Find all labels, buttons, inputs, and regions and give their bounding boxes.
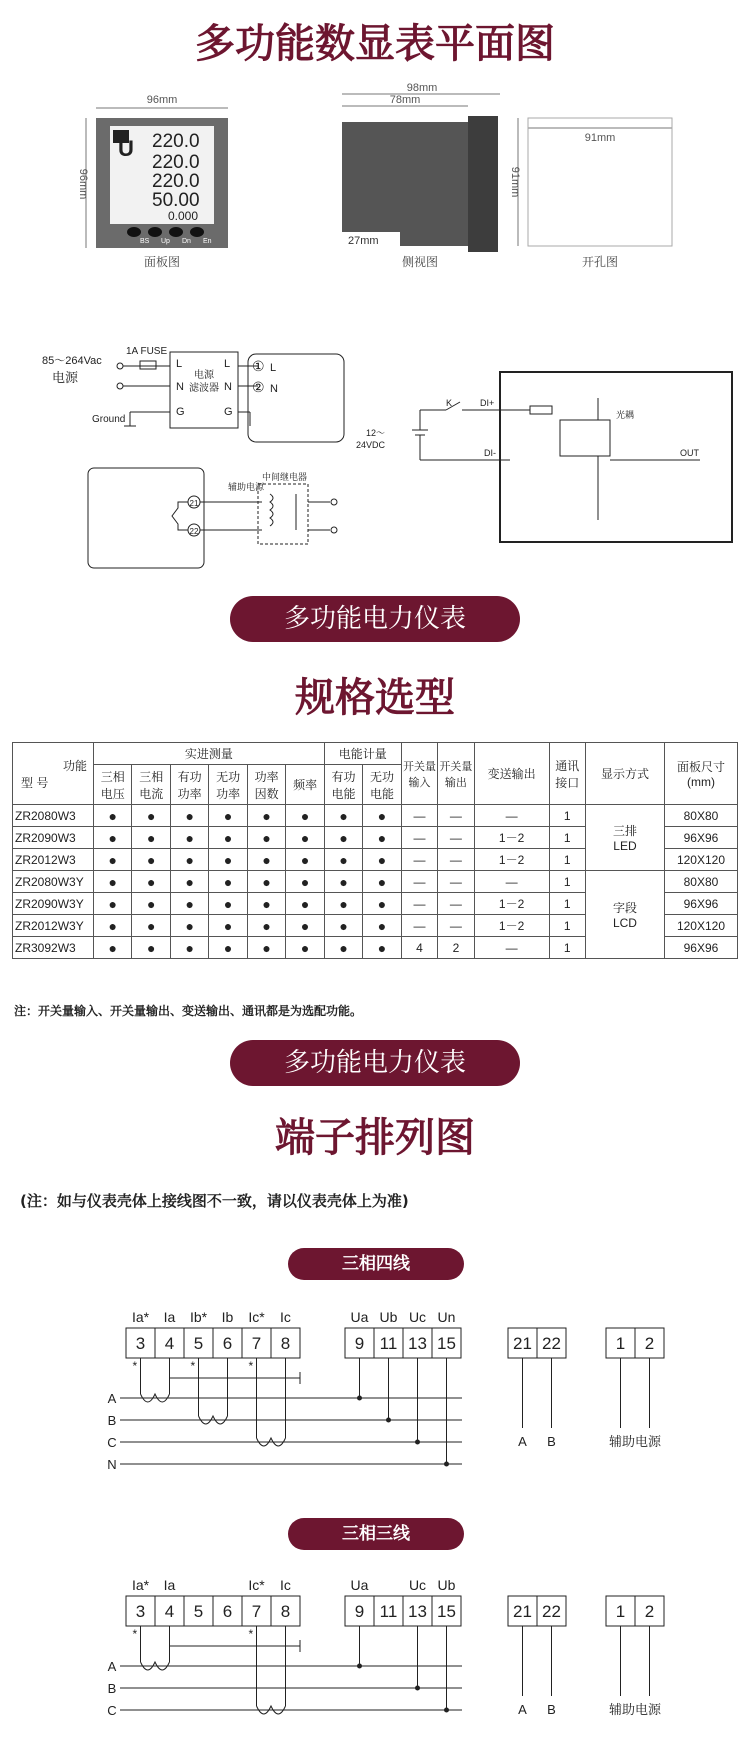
- svg-text:12～: 12～: [366, 428, 386, 438]
- group-energy: 电能计量: [324, 743, 401, 765]
- cutout-caption: 开孔图: [581, 255, 619, 269]
- terminal-number: 5: [193, 1334, 204, 1353]
- spec-title: 规格选型: [295, 675, 455, 721]
- polarity-star: *: [248, 1359, 254, 1373]
- feature-dot: [132, 871, 170, 893]
- phase-label: A: [107, 1391, 117, 1406]
- supply-range: 85～264Vac: [42, 355, 102, 367]
- feature-dot: [247, 849, 285, 871]
- side-front-bezel: [468, 116, 498, 252]
- current-label: Ia: [163, 1577, 176, 1593]
- current-label: Ic*: [248, 1309, 265, 1325]
- svg-text:①: ①: [252, 358, 265, 374]
- button-en: En: [203, 238, 212, 245]
- feature-dot: [286, 827, 324, 849]
- voltage-label: Uc: [408, 1309, 427, 1325]
- front-height-dim: 96mm: [77, 168, 89, 200]
- relay-meter-box: [88, 468, 204, 568]
- polarity-star: *: [190, 1359, 196, 1373]
- feature-dot: [247, 915, 285, 937]
- voltage-label: Uc: [408, 1577, 427, 1593]
- cut-height-dim: 91mm: [509, 166, 521, 198]
- terminal-number: 3: [135, 1602, 146, 1621]
- feature-dot: [132, 849, 170, 871]
- spec-row: ZR2090W3 ● ● ● ● ● ● ● ● — — 1－2 1 96X96: [13, 827, 738, 849]
- filter-label-2: 滤波器: [189, 383, 219, 394]
- feature-dot: [94, 805, 132, 827]
- svg-text:N: N: [224, 381, 232, 393]
- spec-row: ZR3092W3 ● ● ● ● ● ● ● ● 4 2 — 1 96X96: [13, 937, 738, 959]
- svg-text:N: N: [176, 381, 184, 393]
- svg-text:G: G: [176, 406, 185, 418]
- terminal-number: 13: [408, 1334, 427, 1353]
- terminal-number: 9: [354, 1334, 365, 1353]
- spec-corner: 功能 型 号: [13, 743, 94, 805]
- polarity-star: *: [132, 1359, 138, 1373]
- feature-dot: [170, 915, 208, 937]
- comm-label: B: [547, 1434, 556, 1449]
- ground-label: Ground: [92, 414, 126, 425]
- side-front-dim: 27mm: [348, 235, 379, 247]
- current-label: Ib: [221, 1309, 234, 1325]
- feature-dot: [132, 915, 170, 937]
- feature-dot: [209, 827, 247, 849]
- terminal-number: 8: [280, 1602, 291, 1621]
- spec-row: ZR2012W3 ● ● ● ● ● ● ● ● — — 1－2 1 120X120: [13, 849, 738, 871]
- feature-dot: [324, 893, 362, 915]
- feature-dot: [209, 849, 247, 871]
- feature-dot: [209, 937, 247, 959]
- terminal-number: 13: [408, 1602, 427, 1621]
- spec-row: ZR2012W3Y ● ● ● ● ● ● ● ● — — 1－2 1 120X120: [13, 915, 738, 937]
- current-label: Ib*: [189, 1309, 208, 1325]
- terminal-number: 4: [164, 1334, 175, 1353]
- terminal-number: 5: [193, 1602, 204, 1621]
- terminal-title: 端子排列图: [275, 1115, 475, 1161]
- feature-dot: [286, 937, 324, 959]
- feature-dot: [324, 871, 362, 893]
- feature-dot: [363, 915, 401, 937]
- feature-dot: [363, 827, 401, 849]
- phase-label: C: [107, 1435, 117, 1450]
- feature-dot: [247, 937, 285, 959]
- feature-dot: [170, 805, 208, 827]
- voltage-label: Ua: [350, 1309, 369, 1325]
- svg-text:L: L: [270, 362, 277, 374]
- terminal-number: 1: [615, 1334, 626, 1353]
- button-dn: Dn: [182, 238, 191, 245]
- front-width-dim: 96mm: [146, 94, 178, 106]
- feature-dot: [209, 893, 247, 915]
- feature-dot: [170, 893, 208, 915]
- current-label: Ia*: [131, 1309, 150, 1325]
- aux-label: 辅助电源: [608, 1702, 662, 1717]
- terminal-number: 22: [542, 1602, 561, 1621]
- phase-label: A: [107, 1659, 117, 1674]
- optocoupler: [560, 420, 610, 456]
- feature-dot: [324, 915, 362, 937]
- terminal-number: 7: [251, 1334, 262, 1353]
- feature-dot: [324, 937, 362, 959]
- supply-label: 电源: [52, 370, 79, 385]
- button-bs: BS: [140, 238, 150, 245]
- terminal-number: 9: [354, 1602, 365, 1621]
- aux-label: 辅助电源: [608, 1434, 662, 1449]
- phase-label: B: [107, 1681, 117, 1696]
- terminal-number: 4: [164, 1602, 175, 1621]
- feature-dot: [324, 827, 362, 849]
- feature-dot: [170, 849, 208, 871]
- feature-dot: [247, 805, 285, 827]
- feature-dot: [286, 871, 324, 893]
- current-label: Ic: [280, 1577, 291, 1593]
- svg-text:K: K: [446, 398, 453, 408]
- voltage-label: Un: [437, 1309, 456, 1325]
- lcd-row4: 50.00: [152, 190, 200, 211]
- svg-text:G: G: [224, 406, 233, 418]
- spec-row: ZR2080W3 ● ● ● ● ● ● ● ● — — — 1 三排 LED 80X80: [13, 805, 738, 827]
- terminal-number: 6: [222, 1602, 233, 1621]
- terminal-number: 11: [379, 1334, 398, 1353]
- terminal-number: 22: [542, 1334, 561, 1353]
- current-label: Ic*: [248, 1577, 265, 1593]
- feature-dot: [247, 893, 285, 915]
- current-label: Ia: [163, 1309, 176, 1325]
- svg-text:L: L: [224, 358, 231, 370]
- terminal-number: 7: [251, 1602, 262, 1621]
- feature-dot: [324, 849, 362, 871]
- svg-text:DI-: DI-: [484, 448, 496, 458]
- phase-label: B: [107, 1413, 117, 1428]
- front-caption: 面板图: [143, 255, 181, 269]
- lcd-row2: 220.0: [152, 152, 200, 173]
- terminal-number: 3: [135, 1334, 146, 1353]
- sub-pill-4wire: 三相四线: [288, 1248, 464, 1280]
- feature-dot: [94, 827, 132, 849]
- svg-text:②: ②: [252, 379, 265, 395]
- svg-text:24VDC: 24VDC: [356, 440, 386, 450]
- cut-width-dim: 91mm: [584, 132, 616, 144]
- svg-text:OUT: OUT: [680, 448, 699, 458]
- feature-dot: [94, 871, 132, 893]
- four-wire-diagram: [0, 1300, 750, 1500]
- voltage-label: Ua: [350, 1577, 369, 1593]
- feature-dot: [286, 893, 324, 915]
- svg-text:N: N: [270, 383, 278, 395]
- side-total-dim: 98mm: [406, 82, 438, 94]
- feature-dot: [286, 849, 324, 871]
- feature-dot: [170, 827, 208, 849]
- comm-label: B: [547, 1702, 556, 1717]
- lcd-row3: 220.0: [152, 171, 200, 192]
- section-pill-1: 多功能电力仪表: [230, 596, 520, 642]
- section-pill-2: 多功能电力仪表: [230, 1040, 520, 1086]
- side-body-dim: 78mm: [389, 94, 421, 106]
- fuse-label: 1A FUSE: [126, 346, 168, 357]
- spec-row: ZR2080W3Y ● ● ● ● ● ● ● ● — — — 1 字段 LCD 80X80: [13, 871, 738, 893]
- spec-table: 功能 型 号 实进测量 电能计量 开关量 输入 开关量 输出 变送输出 通讯 接口 显示方式 面板尺寸 (mm) 三相 电压 三相 电流 有功 功率 无功 功率 功率 因数 频率 有功 电能 无功 电能 ZR2080W3 ● ● ● ● ● ● ● ● — — — 1 三排 LED 80X80 ZR2090W3 ● ● ● ● ● ● ● ● — — 1－2 1 96X96 ZR2012W3 ● ● ● ● ● ● ● ● — — 1－2 1 120X120 ZR2080W3Y ● ● ● ● ● ● ● ● — — — 1 字段 LCD 80X80 ZR2090W3Y ● ● ● ● ● ● ● ● — — 1－2 1 96X96 ZR2012W3Y ● ● ● ● ● ● ● ● — — 1－2 1 120X120 ZR3092W3 ● ● ● ● ● ● ● ● 4 2 — 1 96X96: [12, 742, 738, 959]
- feature-dot: [209, 915, 247, 937]
- terminal-number: 11: [379, 1602, 398, 1621]
- svg-text:DI+: DI+: [480, 398, 495, 408]
- feature-dot: [286, 915, 324, 937]
- feature-dot: [247, 871, 285, 893]
- feature-dot: [170, 937, 208, 959]
- display-lcd: 字段 LCD: [585, 871, 664, 959]
- feature-dot: [94, 937, 132, 959]
- feature-dot: [363, 937, 401, 959]
- svg-text:L: L: [176, 358, 183, 370]
- terminal-number: 21: [513, 1334, 532, 1353]
- terminal-number: 1: [615, 1602, 626, 1621]
- feature-dot: [286, 805, 324, 827]
- button-up: Up: [161, 238, 170, 245]
- lcd-row1: 220.0: [152, 131, 200, 152]
- voltage-label: Ub: [437, 1577, 456, 1593]
- feature-dot: [132, 893, 170, 915]
- sub-pill-3wire: 三相三线: [288, 1518, 464, 1550]
- current-label: Ia*: [131, 1577, 150, 1593]
- polarity-star: *: [132, 1627, 138, 1641]
- feature-dot: [94, 915, 132, 937]
- phase-label: C: [107, 1703, 117, 1718]
- lcd-row5: 0.000: [168, 209, 199, 223]
- spec-note: 注：开关量输入、开关量输出、变送输出、通讯都是为选配功能。: [14, 1004, 363, 1018]
- terminal-number: 2: [644, 1602, 655, 1621]
- side-caption: 侧视图: [401, 255, 439, 269]
- svg-text:21: 21: [189, 499, 199, 508]
- terminal-number: 8: [280, 1334, 291, 1353]
- voltage-label: Ub: [379, 1309, 398, 1325]
- comm-label: A: [518, 1702, 527, 1717]
- aux-label: 辅助电源: [228, 482, 265, 492]
- feature-dot: [363, 893, 401, 915]
- svg-text:光耦: 光耦: [616, 410, 635, 420]
- feature-dot: [209, 871, 247, 893]
- side-body: [342, 122, 468, 246]
- feature-dot: [170, 871, 208, 893]
- terminal-number: 15: [437, 1602, 456, 1621]
- spec-row: ZR2090W3Y ● ● ● ● ● ● ● ● — — 1－2 1 96X96: [13, 893, 738, 915]
- phase-label: N: [107, 1457, 117, 1472]
- terminal-note: (注：如与仪表壳体上接线图不一致，请以仪表壳体上为准): [20, 1192, 409, 1210]
- feature-dot: [132, 937, 170, 959]
- feature-dot: [363, 849, 401, 871]
- feature-dot: [363, 805, 401, 827]
- polarity-star: *: [248, 1627, 254, 1641]
- wiring-diagrams: [0, 340, 750, 585]
- current-label: Ic: [280, 1309, 291, 1325]
- three-wire-diagram: [0, 1568, 750, 1753]
- feature-dot: [209, 805, 247, 827]
- group-measure: 实进测量: [94, 743, 325, 765]
- terminal-number: 6: [222, 1334, 233, 1353]
- terminal-number: 2: [644, 1334, 655, 1353]
- svg-text:22: 22: [189, 527, 199, 536]
- display-led: 三排 LED: [585, 805, 664, 871]
- relay-label: 中间继电器: [262, 472, 308, 482]
- filter-label-1: 电源: [194, 370, 214, 381]
- feature-dot: [132, 805, 170, 827]
- feature-dot: [363, 871, 401, 893]
- plan-title: 多功能数显表平面图: [195, 21, 555, 67]
- feature-dot: [94, 849, 132, 871]
- feature-dot: [247, 827, 285, 849]
- feature-dot: [132, 827, 170, 849]
- feature-dot: [324, 805, 362, 827]
- terminal-number: 15: [437, 1334, 456, 1353]
- feature-dot: [94, 893, 132, 915]
- lcd-side-u: U: [118, 136, 134, 161]
- terminal-number: 21: [513, 1602, 532, 1621]
- relay-box: [258, 484, 308, 544]
- comm-label: A: [518, 1434, 527, 1449]
- plan-drawings: [0, 80, 750, 320]
